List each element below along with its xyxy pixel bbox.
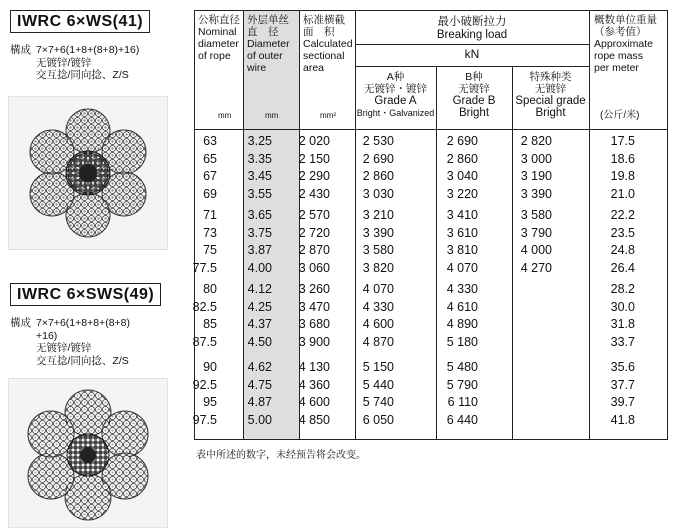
- sectional-area-cell: 3 060: [298, 260, 330, 275]
- grade-a-cell: 3 210: [362, 208, 394, 222]
- sectional-area-cell: 3 680: [298, 317, 330, 331]
- nominal-diameter-cell: 73: [203, 225, 217, 240]
- special-grade-cell: 3 190: [520, 169, 552, 183]
- rope-mass-cell: 21.0: [610, 186, 635, 201]
- construction-line: 交互捻/同向捻、Z/S: [36, 354, 129, 367]
- sectional-area-cell: 4 850: [298, 412, 330, 427]
- header-grade-b: B种 无镀锌 Grade B Bright: [452, 71, 496, 119]
- grade-b-cell: 4 610: [446, 299, 478, 314]
- sectional-area-cell: 2 290: [298, 169, 330, 183]
- nominal-diameter-cell: 77.5: [192, 260, 217, 275]
- outer-wire-diameter-cell: 4.00: [247, 260, 272, 275]
- table-rule: [355, 66, 589, 67]
- sectional-area-cell: 3 470: [298, 299, 330, 314]
- construction-line: 无镀锌/镀锌: [36, 342, 92, 354]
- sectional-area-cell: 3 900: [298, 334, 330, 349]
- grade-a-cell: 5 440: [362, 377, 394, 392]
- outer-wire-diameter-cell: 4.62: [247, 360, 272, 374]
- nominal-diameter-cell: 95: [203, 395, 217, 409]
- rope-mass-cell: 37.7: [610, 377, 635, 392]
- outer-wire-diameter-cell: 4.87: [247, 395, 272, 409]
- header-rope-mass: 概数单位重量 （参考值） Approximate rope mass per meter: [594, 14, 657, 74]
- construction-spec: [10, 317, 190, 373]
- construction-spec: [10, 44, 190, 92]
- table-rule: [243, 10, 244, 440]
- grade-b-cell: 4 890: [446, 317, 478, 331]
- construction-line: 7×7+6(1+8+8+(8+8): [36, 317, 130, 329]
- grade-a-cell: 3 390: [362, 225, 394, 240]
- grade-a-cell: 2 690: [362, 151, 394, 166]
- special-grade-cell: 2 820: [520, 134, 552, 148]
- grade-a-cell: 6 050: [362, 412, 394, 427]
- table-rule: [667, 10, 668, 440]
- wire-rope-cross-section-icon: [8, 378, 168, 528]
- rope-mass-cell: 28.2: [610, 282, 635, 296]
- outer-wire-diameter-cell: 4.75: [247, 377, 272, 392]
- sectional-area-cell: 4 600: [298, 395, 330, 409]
- nominal-diameter-cell: 97.5: [192, 412, 217, 427]
- table-rule: [355, 44, 589, 45]
- grade-b-cell: 3 410: [446, 208, 478, 222]
- sectional-area-cell: 2 570: [298, 208, 330, 222]
- outer-wire-diameter-cell: 3.87: [247, 243, 272, 257]
- nominal-diameter-cell: 65: [203, 151, 217, 166]
- unit-label: mm: [265, 111, 279, 120]
- rope-mass-cell: 41.8: [610, 412, 635, 427]
- header-sectional-area: 标准横截 面 积 Calculated sectional area: [303, 14, 353, 74]
- construction-line: 交互捻/同向捻、Z/S: [36, 69, 129, 81]
- construction-line: 无镀锌/镀锌: [36, 56, 92, 69]
- header-special-grade: 特殊种类 无镀锌 Special grade Bright: [515, 71, 586, 119]
- specification-table: [194, 10, 668, 440]
- header-breaking-load-unit: kN: [464, 47, 480, 61]
- unit-label: (公斤/米): [600, 110, 640, 121]
- nominal-diameter-cell: 87.5: [192, 334, 217, 349]
- table-rule: [194, 10, 668, 11]
- header-outer-wire-diameter: 外层单丝 直 径 Diameter of outer wire: [247, 14, 290, 74]
- grade-a-cell: 4 070: [362, 282, 394, 296]
- rope-mass-cell: 19.8: [610, 169, 635, 183]
- grade-a-cell: 2 860: [362, 169, 394, 183]
- outer-wire-diameter-cell: 3.35: [247, 151, 272, 166]
- table-rule: [194, 129, 668, 130]
- product-title: IWRC 6×SWS(49): [10, 283, 161, 306]
- grade-a-cell: 3 580: [362, 243, 394, 257]
- unit-label: mm²: [320, 111, 336, 120]
- outer-wire-diameter-cell: 3.45: [247, 169, 272, 183]
- product-title: IWRC 6×WS(41): [10, 10, 150, 33]
- grade-b-cell: 3 040: [446, 169, 478, 183]
- rope-mass-cell: 18.6: [610, 151, 635, 166]
- outer-wire-diameter-cell: 3.65: [247, 208, 272, 222]
- grade-a-cell: 3 820: [362, 260, 394, 275]
- grade-a-cell: 5 150: [362, 360, 394, 374]
- rope-mass-cell: 26.4: [610, 260, 635, 275]
- construction-label: 構成: [10, 317, 31, 329]
- grade-b-cell: 4 070: [446, 260, 478, 275]
- rope-mass-cell: 39.7: [610, 395, 635, 409]
- nominal-diameter-cell: 85: [203, 317, 217, 331]
- grade-a-cell: 4 600: [362, 317, 394, 331]
- nominal-diameter-cell: 75: [203, 243, 217, 257]
- grade-b-cell: 3 220: [446, 186, 478, 201]
- grade-b-cell: 5 180: [446, 334, 478, 349]
- nominal-diameter-cell: 71: [203, 208, 217, 222]
- outer-wire-diameter-cell: 4.25: [247, 299, 272, 314]
- header-nominal-diameter: 公称直径 Nominal diameter of rope: [198, 14, 240, 62]
- table-rule: [436, 66, 437, 440]
- grade-b-cell: 3 610: [446, 225, 478, 240]
- rope-mass-cell: 30.0: [610, 299, 635, 314]
- construction-line: 7×7+6(1+8+(8+8)+16): [36, 44, 140, 56]
- sectional-area-cell: 4 130: [298, 360, 330, 374]
- nominal-diameter-cell: 80: [203, 282, 217, 296]
- grade-b-cell: 3 810: [446, 243, 478, 257]
- rope-mass-cell: 31.8: [610, 317, 635, 331]
- grade-a-cell: 3 030: [362, 186, 394, 201]
- table-rule: [194, 10, 195, 440]
- sectional-area-cell: 2 870: [298, 243, 330, 257]
- grade-b-cell: 6 440: [446, 412, 478, 427]
- table-rule: [589, 10, 590, 440]
- special-grade-cell: 3 390: [520, 186, 552, 201]
- outer-wire-diameter-cell: 4.12: [247, 282, 272, 296]
- sectional-area-cell: 2 430: [298, 186, 330, 201]
- header-breaking-load: 最小破断拉力 Breaking load: [436, 16, 508, 41]
- grade-a-cell: 2 530: [362, 134, 394, 148]
- outer-wire-diameter-cell: 5.00: [247, 412, 272, 427]
- grade-a-cell: 5 740: [362, 395, 394, 409]
- nominal-diameter-cell: 82.5: [192, 299, 217, 314]
- outer-wire-diameter-cell: 4.50: [247, 334, 272, 349]
- special-grade-cell: 3 790: [520, 225, 552, 240]
- unit-label: mm: [218, 111, 232, 120]
- special-grade-cell: 4 000: [520, 243, 552, 257]
- rope-mass-cell: 23.5: [610, 225, 635, 240]
- table-rule: [512, 66, 513, 440]
- grade-b-cell: 4 330: [446, 282, 478, 296]
- grade-a-cell: 4 330: [362, 299, 394, 314]
- nominal-diameter-cell: 67: [203, 169, 217, 183]
- rope-mass-cell: 24.8: [610, 243, 635, 257]
- outer-wire-diameter-cell: 4.37: [247, 317, 272, 331]
- wire-rope-cross-section-icon: [8, 96, 168, 250]
- header-grade-a: A种 无镀锌・镀锌 Grade A Bright・Galvanized: [356, 71, 435, 118]
- outer-wire-diameter-cell: 3.75: [247, 225, 272, 240]
- grade-b-cell: 5 790: [446, 377, 478, 392]
- special-grade-cell: 3 580: [520, 208, 552, 222]
- nominal-diameter-cell: 92.5: [192, 377, 217, 392]
- rope-mass-cell: 22.2: [610, 208, 635, 222]
- sectional-area-cell: 2 020: [298, 134, 330, 148]
- special-grade-cell: 4 270: [520, 260, 552, 275]
- table-rule: [194, 439, 668, 440]
- outer-wire-diameter-cell: 3.25: [247, 134, 272, 148]
- special-grade-cell: 3 000: [520, 151, 552, 166]
- construction-label: 構成: [10, 44, 31, 56]
- nominal-diameter-cell: 90: [203, 360, 217, 374]
- footnote: 表中所述的数字，未经预告将会改变。: [196, 450, 366, 461]
- grade-b-cell: 2 860: [446, 151, 478, 166]
- sectional-area-cell: 2 720: [298, 225, 330, 240]
- sectional-area-cell: 4 360: [298, 377, 330, 392]
- rope-mass-cell: 35.6: [610, 360, 635, 374]
- grade-b-cell: 2 690: [446, 134, 478, 148]
- nominal-diameter-cell: 63: [203, 134, 217, 148]
- grade-a-cell: 4 870: [362, 334, 394, 349]
- sectional-area-cell: 2 150: [298, 151, 330, 166]
- construction-line: +16): [36, 329, 58, 342]
- rope-mass-cell: 33.7: [610, 334, 635, 349]
- sectional-area-cell: 3 260: [298, 282, 330, 296]
- grade-b-cell: 5 480: [446, 360, 478, 374]
- grade-b-cell: 6 110: [447, 395, 478, 409]
- outer-wire-diameter-cell: 3.55: [247, 186, 272, 201]
- rope-mass-cell: 17.5: [610, 134, 635, 148]
- nominal-diameter-cell: 69: [203, 186, 217, 201]
